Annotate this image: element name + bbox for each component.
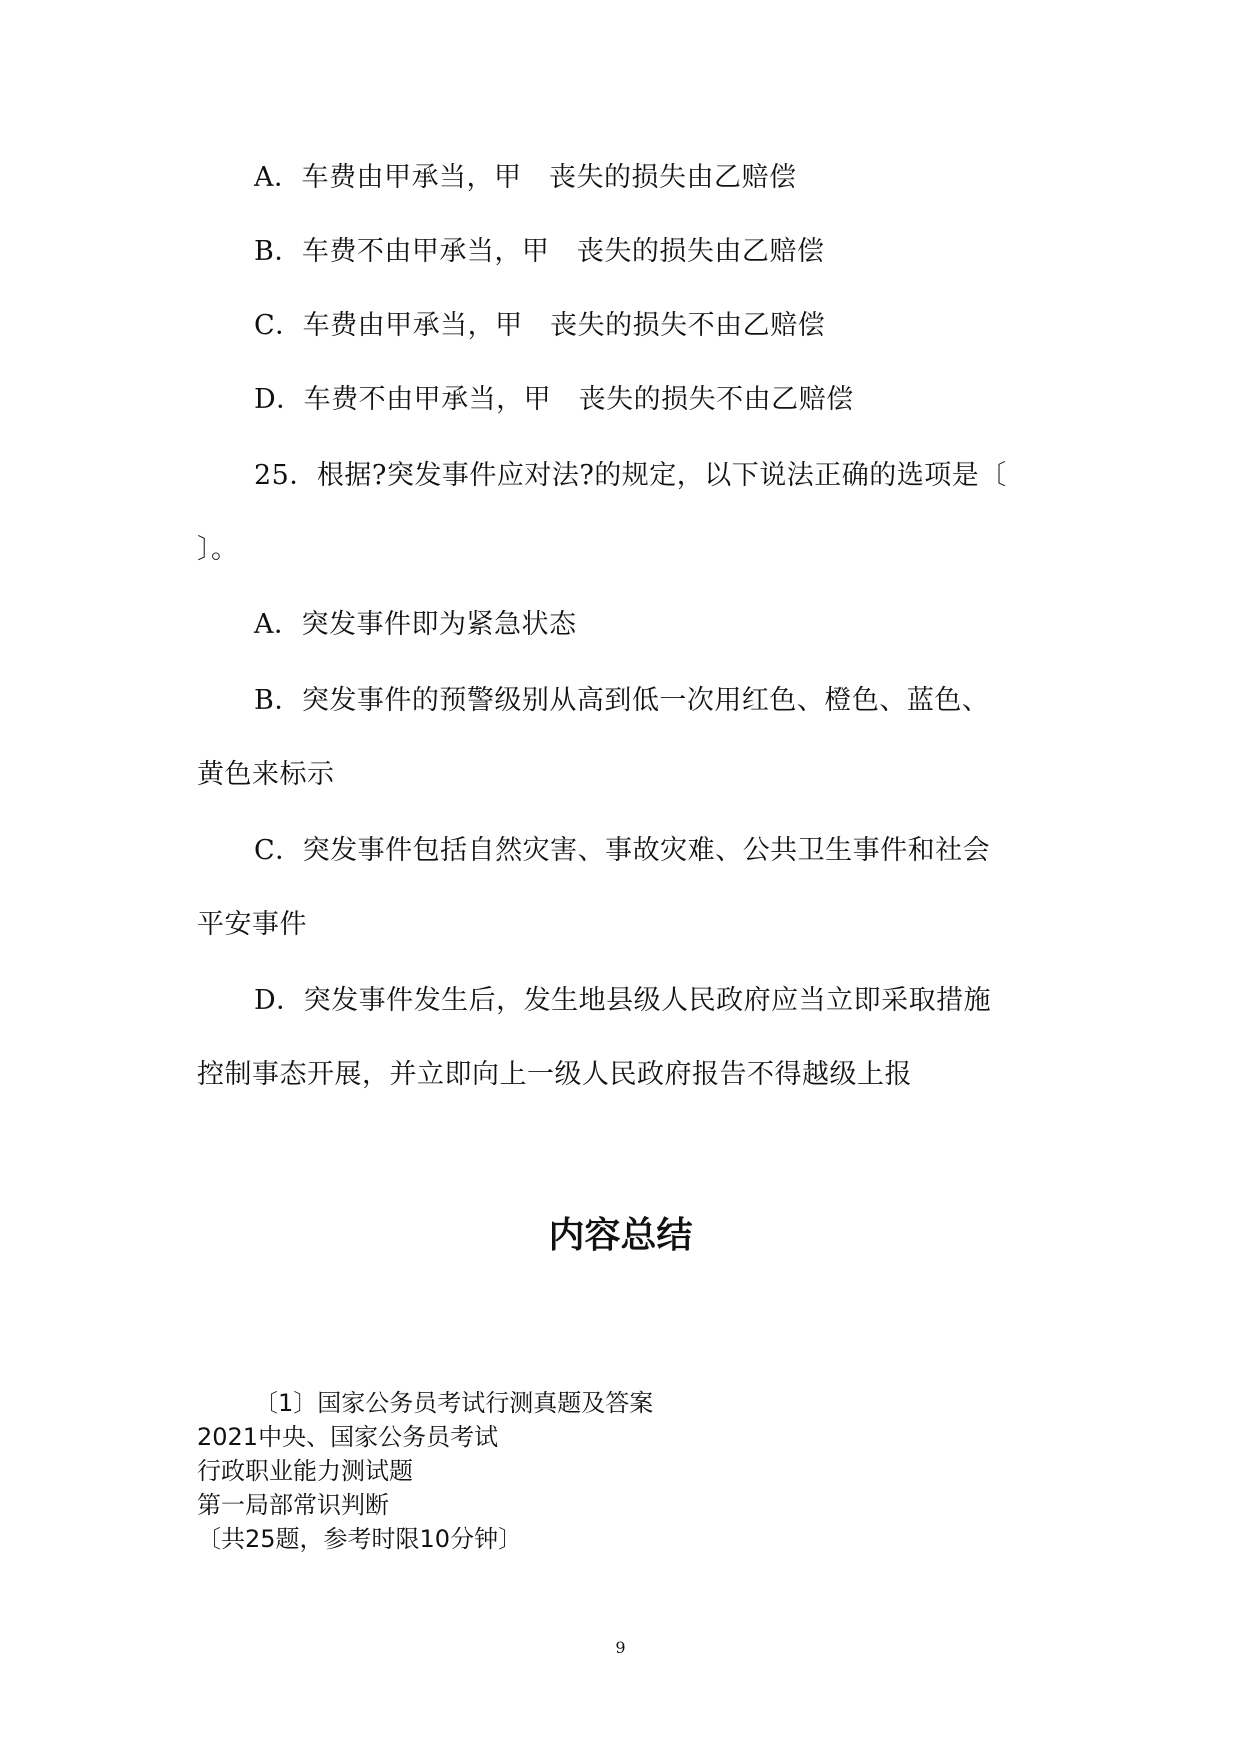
q25-option-d-line1: D．突发事件发生后，发生地县级人民政府应当立即采取措施 bbox=[254, 985, 992, 1016]
q24-option-b: B．车费不由甲承当，甲 丧失的损失由乙赔偿 bbox=[254, 236, 825, 267]
q25-option-b-line1: B．突发事件的预警级别从高到低一次用红色、橙色、蓝色、 bbox=[254, 685, 990, 716]
summary-line-2: 2021中央、国家公务员考试 bbox=[197, 1423, 499, 1451]
q25-option-c-line1: C．突发事件包括自然灾害、事故灾难、公共卫生事件和社会 bbox=[254, 835, 991, 866]
summary-heading: 内容总结 bbox=[548, 1215, 693, 1256]
q25-option-b-line2: 黄色来标示 bbox=[197, 759, 335, 790]
q25-stem-line1: 25．根据?突发事件应对法?的规定，以下说法正确的选项是〔 bbox=[254, 460, 1007, 491]
q24-option-d: D．车费不由甲承当，甲 丧失的损失不由乙赔偿 bbox=[254, 384, 854, 415]
q25-stem-line2: 〕。 bbox=[197, 534, 239, 565]
summary-line-4: 第一局部常识判断 bbox=[197, 1491, 389, 1519]
q25-option-a: A．突发事件即为紧急状态 bbox=[254, 609, 577, 640]
q25-option-d-line2: 控制事态开展，并立即向上一级人民政府报告不得越级上报 bbox=[197, 1059, 912, 1090]
summary-line-3: 行政职业能力测试题 bbox=[197, 1457, 413, 1485]
q24-option-c: C．车费由甲承当，甲 丧失的损失不由乙赔偿 bbox=[254, 310, 826, 341]
page-number: 9 bbox=[615, 1638, 626, 1657]
q24-option-a: A．车费由甲承当，甲 丧失的损失由乙赔偿 bbox=[254, 162, 797, 193]
summary-line-5: 〔共25题，参考时限10分钟〕 bbox=[197, 1525, 523, 1553]
summary-line-1: 〔1〕国家公务员考试行测真题及答案 bbox=[254, 1389, 654, 1417]
q25-option-c-line2: 平安事件 bbox=[197, 909, 307, 940]
